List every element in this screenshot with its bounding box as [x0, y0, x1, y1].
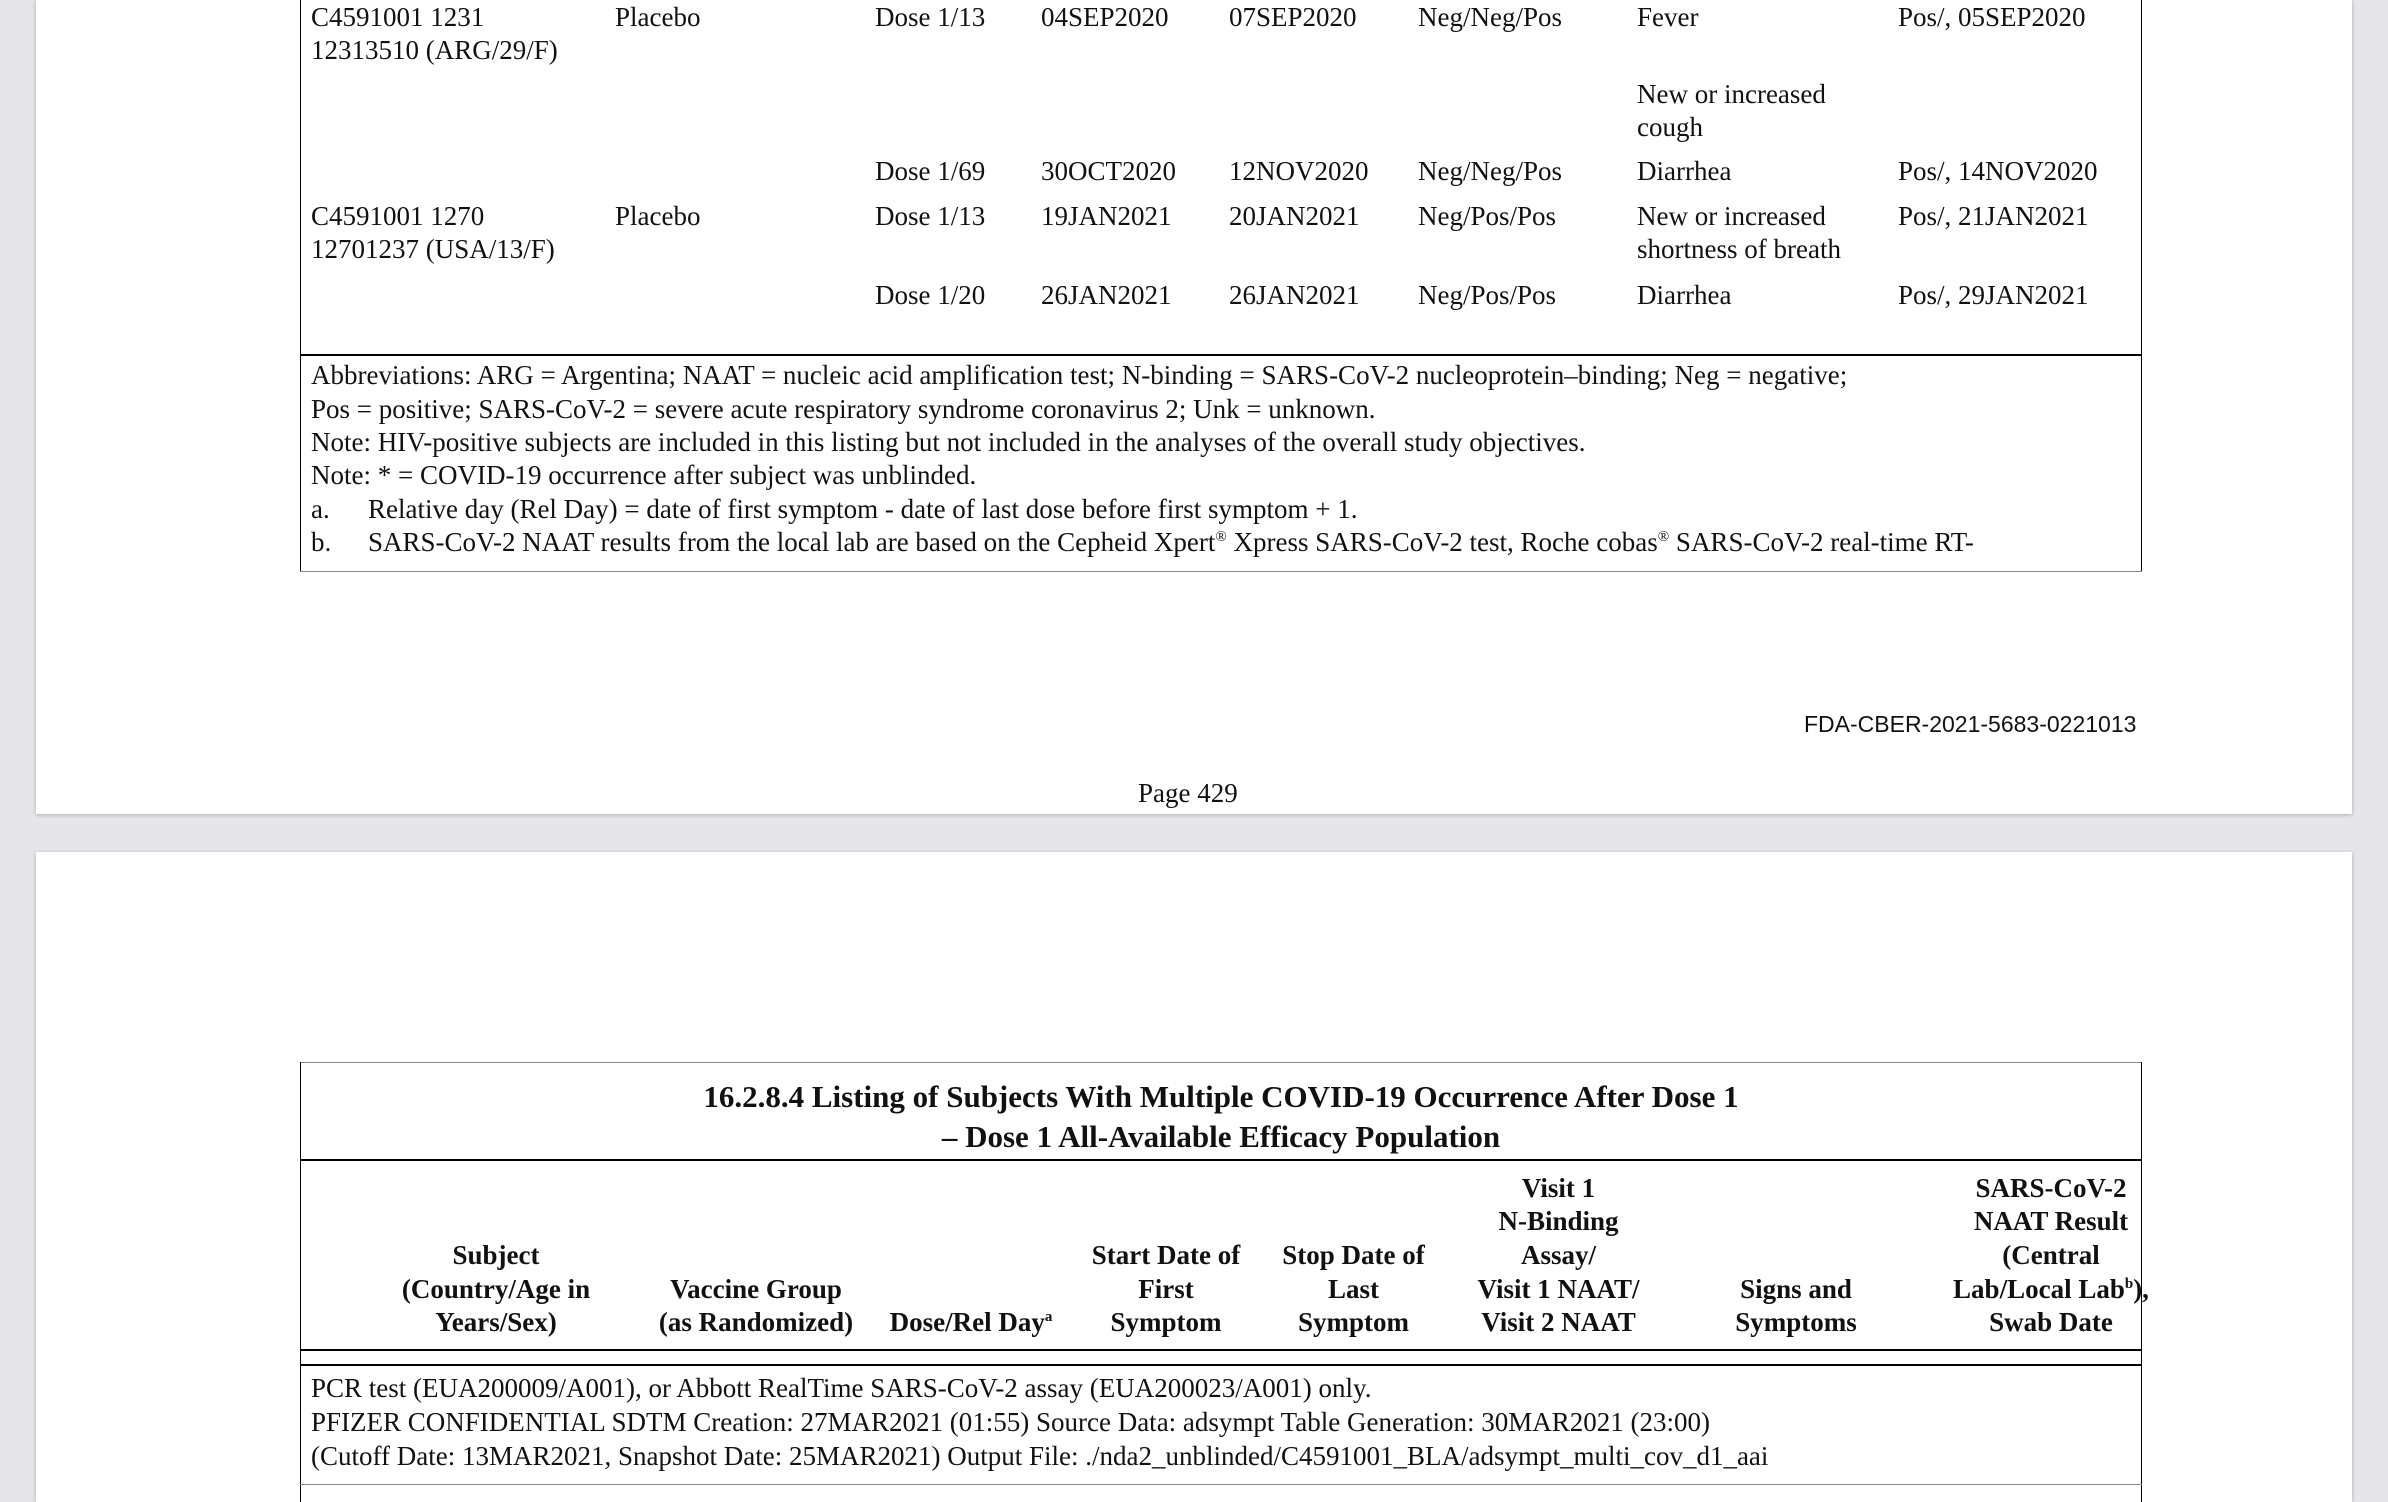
- cell-vaccine: Placebo: [615, 2, 701, 32]
- header-naat-result: Swab Date: [1989, 1307, 2113, 1337]
- header-dose-rel-day: [871, 1305, 1071, 1339]
- cell-stop-date: 26JAN2021: [1229, 280, 1360, 310]
- cell-subject: 12313510 (ARG/29/F): [311, 35, 558, 65]
- footnote-bottom-rule: [300, 571, 2142, 572]
- cell-start-date: 30OCT2020: [1041, 156, 1176, 186]
- document-page-bottom: [36, 852, 2352, 1502]
- header-naat-result: [1916, 1272, 2186, 1306]
- header-stop-date: Last: [1327, 1274, 1379, 1304]
- footnote-abbreviations: Abbreviations: ARG = Argentina; NAAT = nucleic acid amplification test; N-binding = SARS-CoV-2 nucleoprotein–binding; Neg = negative;: [311, 360, 1848, 390]
- header-stop-date: Stop Date of: [1282, 1240, 1425, 1270]
- cell-result: Pos/, 14NOV2020: [1898, 156, 2098, 186]
- footnote-note-unblinded: Note: * = COVID-19 occurrence after subject was unblinded.: [311, 460, 977, 490]
- cell-result: Pos/, 29JAN2021: [1898, 280, 2089, 310]
- cell-stop-date: 20JAN2021: [1229, 201, 1360, 231]
- header-subject: Years/Sex): [435, 1307, 557, 1337]
- table-title: 16.2.8.4 Listing of Subjects With Multiple COVID-19 Occurrence After Dose 1: [703, 1079, 1739, 1114]
- table-bottom-rule: [300, 354, 2142, 356]
- cell-start-date: 26JAN2021: [1041, 280, 1172, 310]
- footnote-b-part2: Xpress SARS-CoV-2 test, Roche cobas: [1226, 527, 1658, 557]
- cell-start-date: 04SEP2020: [1041, 2, 1169, 32]
- cell-assay: Neg/Pos/Pos: [1418, 201, 1557, 231]
- header-naat-result: (Central: [2002, 1240, 2100, 1270]
- header-subject: Subject: [452, 1240, 540, 1270]
- footnote-abbreviations-cont: Pos = positive; SARS-CoV-2 = severe acute respiratory syndrome coronavirus 2; Unk = unknown.: [311, 394, 1376, 424]
- cell-signs: New or increased: [1637, 201, 1826, 231]
- cell-subject: C4591001 1231: [311, 2, 485, 32]
- header-assay: N-Binding: [1498, 1206, 1619, 1236]
- footer-pcr-note: PCR test (EUA200009/A001), or Abbott RealTime SARS-CoV-2 assay (EUA200023/A001) only.: [311, 1373, 1372, 1403]
- header-vaccine-group: (as Randomized): [658, 1307, 854, 1337]
- header-top-rule: [300, 1159, 2142, 1161]
- footer-output-file: (Cutoff Date: 13MAR2021, Snapshot Date: 25MAR2021) Output File: ./nda2_unblinded/C4591001_BLA/adsympt_multi_cov_d1_aai: [311, 1441, 1769, 1471]
- title-top-rule: [300, 1062, 2142, 1063]
- footnote-note-hiv: Note: HIV-positive subjects are included in this listing but not included in the analyses of the overall study objectives.: [311, 427, 1586, 457]
- footnote-b-part3: SARS-CoV-2 real-time RT-: [1669, 527, 1974, 557]
- fda-document-id: FDA-CBER-2021-5683-0221013: [1804, 711, 2137, 737]
- cell-result: Pos/, 05SEP2020: [1898, 2, 2086, 32]
- cell-signs: cough: [1637, 112, 1703, 142]
- footnote-a-text: Relative day (Rel Day) = date of first symptom - date of last dose before first symptom + 1.: [368, 494, 1358, 524]
- header-start-date: First: [1138, 1274, 1194, 1304]
- cell-dose: Dose 1/13: [875, 201, 986, 231]
- cell-signs: Diarrhea: [1637, 156, 1732, 186]
- cell-assay: Neg/Pos/Pos: [1418, 280, 1557, 310]
- cell-signs: Diarrhea: [1637, 280, 1732, 310]
- header-signs-symptoms: Symptoms: [1735, 1307, 1857, 1337]
- header-assay: Assay/: [1520, 1240, 1596, 1270]
- header-result-text: Lab/Local Lab: [1953, 1274, 2125, 1304]
- header-signs-symptoms: Signs and: [1740, 1274, 1852, 1304]
- cell-assay: Neg/Neg/Pos: [1418, 2, 1562, 32]
- cell-signs: New or increased: [1637, 79, 1826, 109]
- document-page-top: [36, 0, 2352, 814]
- table-title-line2: – Dose 1 All-Available Efficacy Population: [941, 1119, 1501, 1154]
- footnote-b-part1: SARS-CoV-2 NAAT results from the local lab are based on the Cepheid Xpert: [368, 527, 1216, 557]
- cell-dose: Dose 1/20: [875, 280, 986, 310]
- header-assay: Visit 2 NAAT: [1481, 1307, 1636, 1337]
- footnote-b-text: [368, 525, 1974, 559]
- header-start-date: Symptom: [1110, 1307, 1222, 1337]
- cell-subject: 12701237 (USA/13/F): [311, 234, 555, 264]
- footnote-marker-a: a: [1044, 1309, 1053, 1325]
- table-left-border: [300, 0, 301, 572]
- registered-mark: ®: [1215, 529, 1227, 545]
- cell-dose: Dose 1/69: [875, 156, 986, 186]
- header-bottom-rule-2: [300, 1364, 2142, 1366]
- cell-dose: Dose 1/13: [875, 2, 986, 32]
- cell-subject: C4591001 1270: [311, 201, 485, 231]
- cell-stop-date: 07SEP2020: [1229, 2, 1357, 32]
- footnote-a-label: a.: [311, 494, 330, 524]
- header-assay: Visit 1: [1521, 1173, 1596, 1203]
- cell-signs: shortness of breath: [1637, 234, 1841, 264]
- header-subject: (Country/Age in: [401, 1274, 591, 1304]
- header-vaccine-group: Vaccine Group: [670, 1274, 842, 1304]
- footnote-b-label: b.: [311, 527, 332, 557]
- header-result-suffix: ),: [2133, 1274, 2149, 1304]
- cell-start-date: 19JAN2021: [1041, 201, 1172, 231]
- table-right-border: [2141, 0, 2142, 572]
- cell-vaccine: Placebo: [615, 201, 701, 231]
- header-bottom-rule: [300, 1349, 2142, 1351]
- header-dose-text: Dose/Rel Day: [889, 1307, 1045, 1337]
- registered-mark: ®: [1657, 529, 1670, 545]
- cell-stop-date: 12NOV2020: [1229, 156, 1369, 186]
- footer-bottom-rule: [300, 1484, 2142, 1485]
- cell-signs: Fever: [1637, 2, 1699, 32]
- page-number: Page 429: [1138, 778, 1238, 808]
- header-naat-result: SARS-CoV-2: [1975, 1173, 2127, 1203]
- cell-result: Pos/, 21JAN2021: [1898, 201, 2089, 231]
- footer-confidential: PFIZER CONFIDENTIAL SDTM Creation: 27MAR2021 (01:55) Source Data: adsympt Table Generation: 30MAR2021 (23:00): [311, 1407, 1710, 1437]
- footnote-marker-b: b: [2124, 1276, 2134, 1292]
- cell-assay: Neg/Neg/Pos: [1418, 156, 1562, 186]
- header-stop-date: Symptom: [1297, 1307, 1409, 1337]
- header-start-date: Start Date of: [1091, 1240, 1241, 1270]
- header-assay: Visit 1 NAAT/: [1477, 1274, 1640, 1304]
- header-naat-result: NAAT Result: [1973, 1206, 2129, 1236]
